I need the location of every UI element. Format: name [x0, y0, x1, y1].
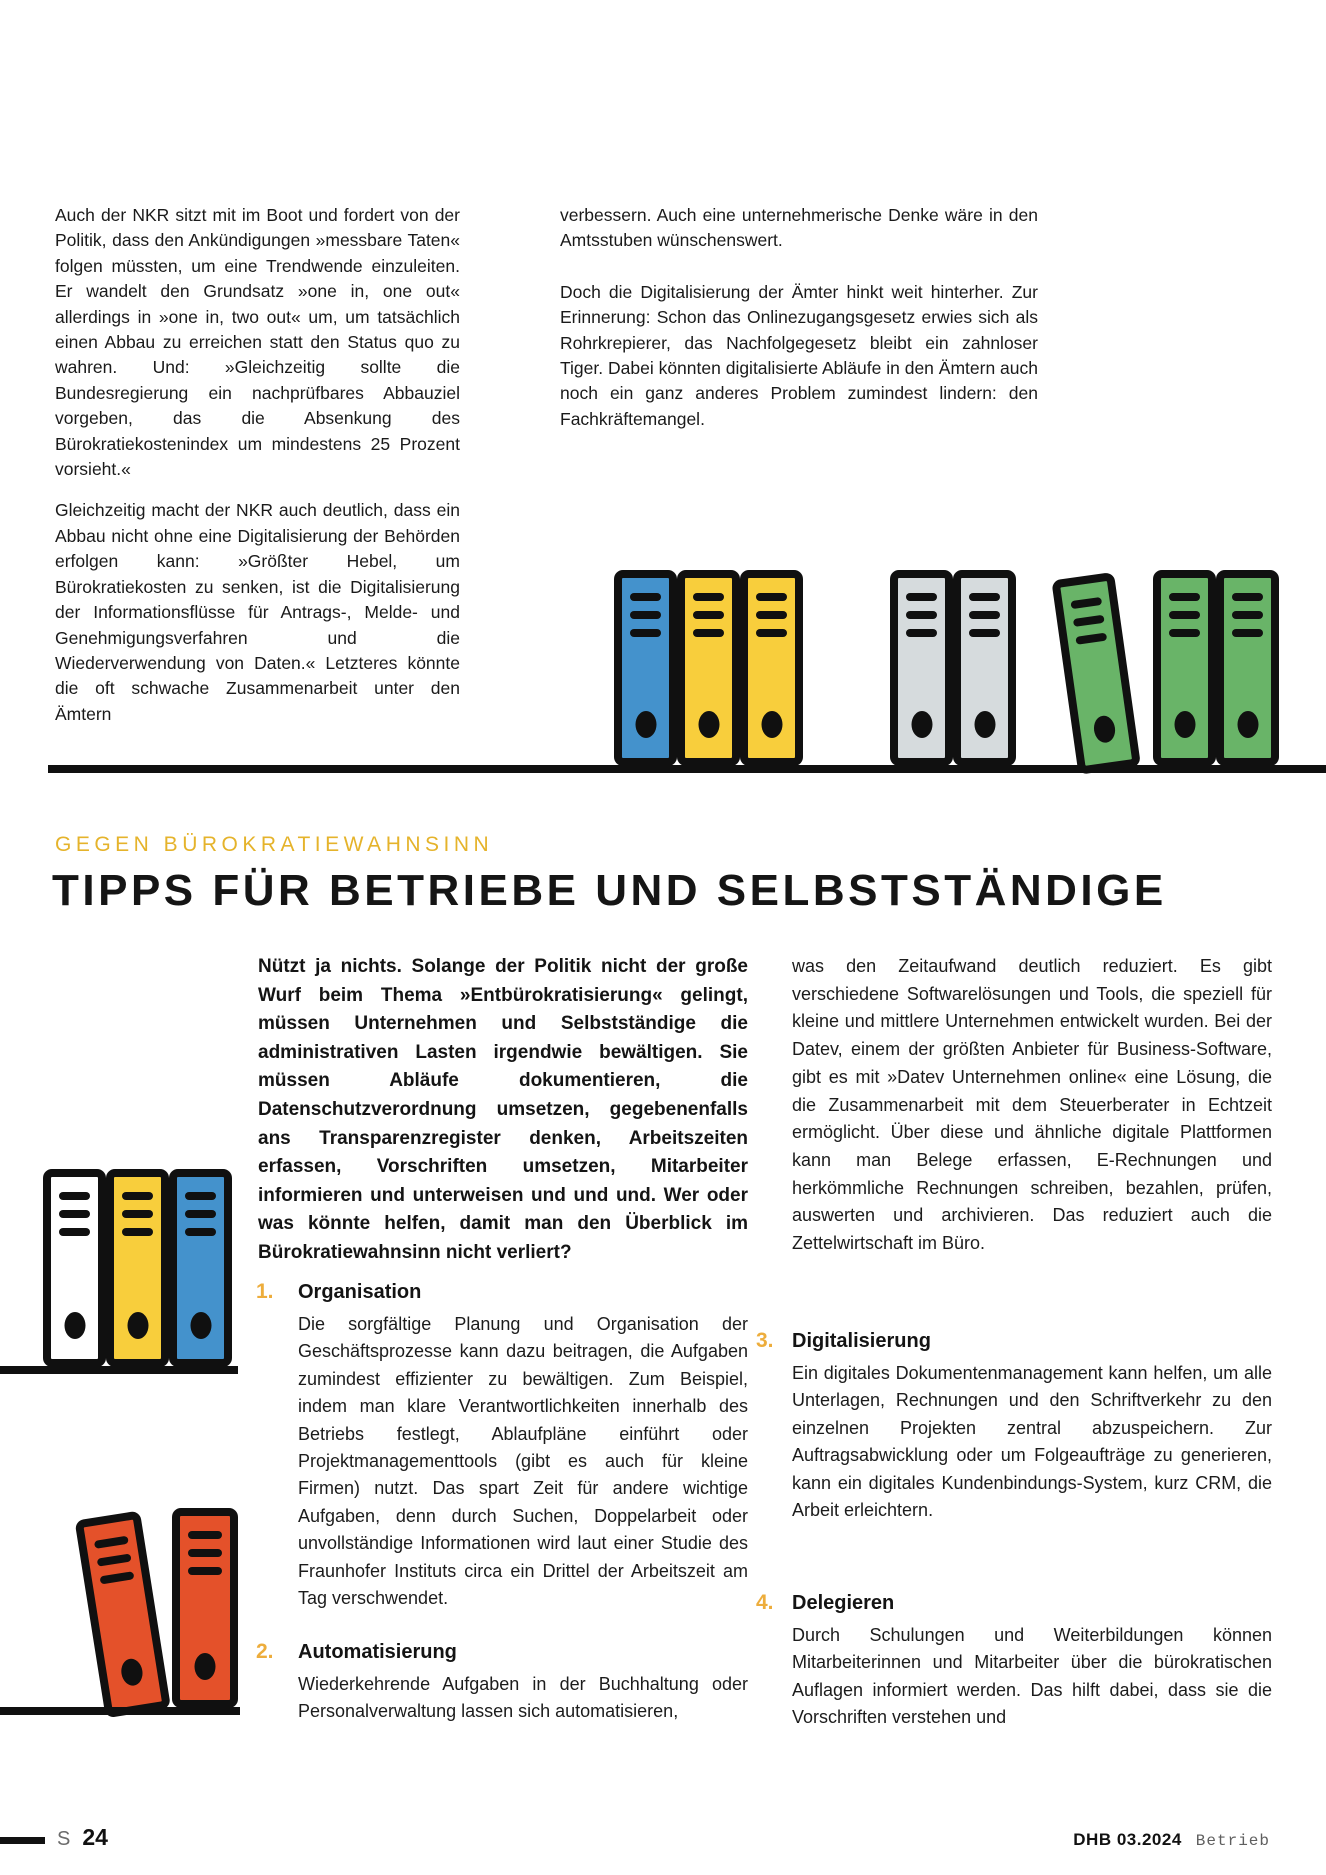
page-number-value: 24	[82, 1824, 108, 1850]
page-prefix: S	[57, 1828, 71, 1850]
binder-hole	[1174, 711, 1195, 738]
tip-number: 3.	[756, 1329, 774, 1352]
page-number	[57, 1824, 108, 1851]
tip-item-automatisierung	[256, 1640, 748, 1726]
section-kicker: GEGEN BÜROKRATIEWAHNSINN	[55, 833, 494, 856]
binder-yellow-icon	[677, 570, 740, 766]
binder-hole	[64, 1312, 85, 1339]
article-paragraph: Auch der NKR sitzt mit im Boot und fordert von der Politik, dass den Ankündigungen »messbare Taten« folgen müssten, um eine Trendwende einzuleiten. Er wandelt den Grundsatz »one in, one out« allerdings in »one in, two out« um, um tatsächlich einen Abbau zu erreichen statt den Status quo zu wahren. Und: »Gleichzeitig sollte die Bundesregierung ein nachprüfbares Abbauziel vorgeben, das die Absenkung des Bürokratiekostenindex um mindestens 25 Prozent vorsieht.«	[55, 205, 460, 480]
binder-orange-tilted-icon	[75, 1510, 171, 1718]
binder-hole	[698, 711, 719, 738]
binder-green-icon	[1216, 570, 1279, 766]
binder-white-icon	[43, 1169, 106, 1367]
tip-text: Wiederkehrende Aufgaben in der Buchhaltung oder Personalverwaltung lassen sich automatisieren,	[298, 1674, 748, 1722]
binder-gray-icon	[953, 570, 1016, 766]
binder-hole	[195, 1653, 216, 1680]
binder-hole	[761, 711, 782, 738]
tip-title: Delegieren	[792, 1592, 895, 1614]
binder-hole	[911, 711, 932, 738]
shelf-line	[0, 1366, 238, 1374]
binder-hole	[119, 1657, 144, 1687]
tip-title: Organisation	[298, 1281, 422, 1303]
section-label: Betrieb	[1195, 1832, 1270, 1850]
tip-title: Digitalisierung	[792, 1330, 931, 1352]
article-paragraph: Doch die Digitalisierung der Ämter hinkt weit hinterher. Zur Erinnerung: Schon das Onlinezugangsgesetz erwies sich als Rohrkrepierer, das Nachfolgegesetz bleibt ein zahnloser Tiger. Dabei könnten digitalisierte Abläufe in den Ämtern auch noch ein ganz anderes Problem zumindest lindern: den Fachkräftemangel.	[560, 281, 1038, 429]
binder-green-tilted-icon	[1051, 572, 1141, 775]
article-paragraph: verbessern. Auch eine unternehmerische Denke wäre in den Amtsstuben wünschenswert.	[560, 205, 1038, 251]
tip-number: 1.	[256, 1280, 274, 1303]
binder-green-icon	[1153, 570, 1216, 766]
article-paragraph: Gleichzeitig macht der NKR auch deutlich, dass ein Abbau nicht ohne eine Digitalisierung der Behörden erfolgen kann: »Größter Hebel, um Bürokratiekosten zu senken, ist die Digitalisierung der Informationsflüsse für Antrags-, Melde- und Genehmigungsverfahren und die Wiederverwendung von Daten.« Letzteres könnte die oft schwache Zusammenarbeit unter den Ämtern	[55, 500, 460, 724]
tip-number: 2.	[256, 1640, 274, 1663]
tip-text: Durch Schulungen und Weiterbildungen können Mitarbeiterinnen und Mitarbeiter über die bürokratischen Auflagen informiert werden. Das hilft dabei, dass sie die Vorschriften verstehen und	[792, 1625, 1272, 1728]
binder-orange-icon	[172, 1508, 238, 1708]
issue-label: DHB 03.2024	[1073, 1830, 1182, 1849]
tip-item-delegieren	[756, 1591, 1272, 1732]
binder-hole	[127, 1312, 148, 1339]
binder-hole	[1237, 711, 1258, 738]
tip-item-digitalisierung	[756, 1329, 1272, 1524]
binder-hole	[1092, 714, 1117, 744]
top-article-right-column	[560, 203, 1038, 432]
binder-gray-icon	[890, 570, 953, 766]
binder-hole	[190, 1312, 211, 1339]
tip-text: Ein digitales Dokumentenmanagement kann helfen, um alle Unterlagen, Rechnungen und den Schriftverkehr zu den einzelnen Projekten zentral abzuspeichern. Zur Auftragsabwicklung oder um Folgeaufträge zu generieren, kann ein digitales Kundenbindungs-System, kurz CRM, die Arbeit erleichtern.	[792, 1363, 1272, 1521]
binder-hole	[635, 711, 656, 738]
tip-item-organisation	[256, 1280, 748, 1612]
tip-text: Die sorgfältige Planung und Organisation der Geschäftsprozesse kann dazu beitragen, die Aufgaben zumindest effizienter zu bewältigen. Zum Beispiel, indem man klare Verantwortlichkeiten innerhalb des Betriebs festlegt, Ablaufpläne einführt oder Projektmanagementtools (gibt es auch für kleine Firmen) nutzt. Das spart Zeit für andere wichtige Aufgaben, denn durch Suchen, Doppelarbeit oder unvollständige Informationen wird laut einer Studie des Fraunhofer Instituts circa ein Drittel der Arbeitszeit am Tag verschwendet.	[298, 1314, 748, 1609]
tip-title: Automatisierung	[298, 1641, 457, 1663]
binder-yellow-icon	[740, 570, 803, 766]
tips-right-column-continuation: was den Zeitaufwand deutlich reduziert. Es gibt verschiedene Softwarelösungen und Tools, die speziell für kleine und mittlere Unternehmen entwickelt wurden. Bei der Datev, einem der größten Anbieter für Business-Software, gibt es mit »Datev Unternehmen online« eine Lösung, die die Zusammenarbeit mit dem Steuerberater in Echtzeit ermöglicht. Über diese und ähnliche digitale Plattformen kann man Belege erfassen, E-Rechnungen und herkömmliche Rechnungen schreiben, bezahlen, prüfen, auswerten und archivieren. Das reduziert auch die Zettelwirtschaft im Büro.	[792, 956, 1272, 1254]
top-article-left-column	[55, 203, 460, 727]
page-title: TIPPS FÜR BETRIEBE UND SELBSTSTÄNDIGE	[52, 866, 1167, 915]
binder-blue-icon	[169, 1169, 232, 1367]
binder-yellow-icon	[106, 1169, 169, 1367]
tip-number: 4.	[756, 1591, 774, 1614]
binder-blue-icon	[614, 570, 677, 766]
binder-hole	[974, 711, 995, 738]
footer-rule	[0, 1837, 45, 1844]
footer-issue-info	[1073, 1830, 1270, 1850]
tips-intro: Nützt ja nichts. Solange der Politik nicht der große Wurf beim Thema »Entbürokratisierung« gelingt, müssen Unternehmen und Selbstständige die administrativen Lasten irgendwie bewältigen. Sie müssen Abläufe dokumentieren, die Datenschutzverordnung umsetzen, gegebenenfalls ans Transparenzregister denken, Arbeitszeiten erfassen, Vorschriften umsetzen, Mitarbeiter informieren und unterweisen und und und. Wer oder was könnte helfen, damit man den Überblick im Bürokratiewahnsinn nicht verliert?	[258, 956, 748, 1263]
shelf-line	[0, 1707, 240, 1715]
